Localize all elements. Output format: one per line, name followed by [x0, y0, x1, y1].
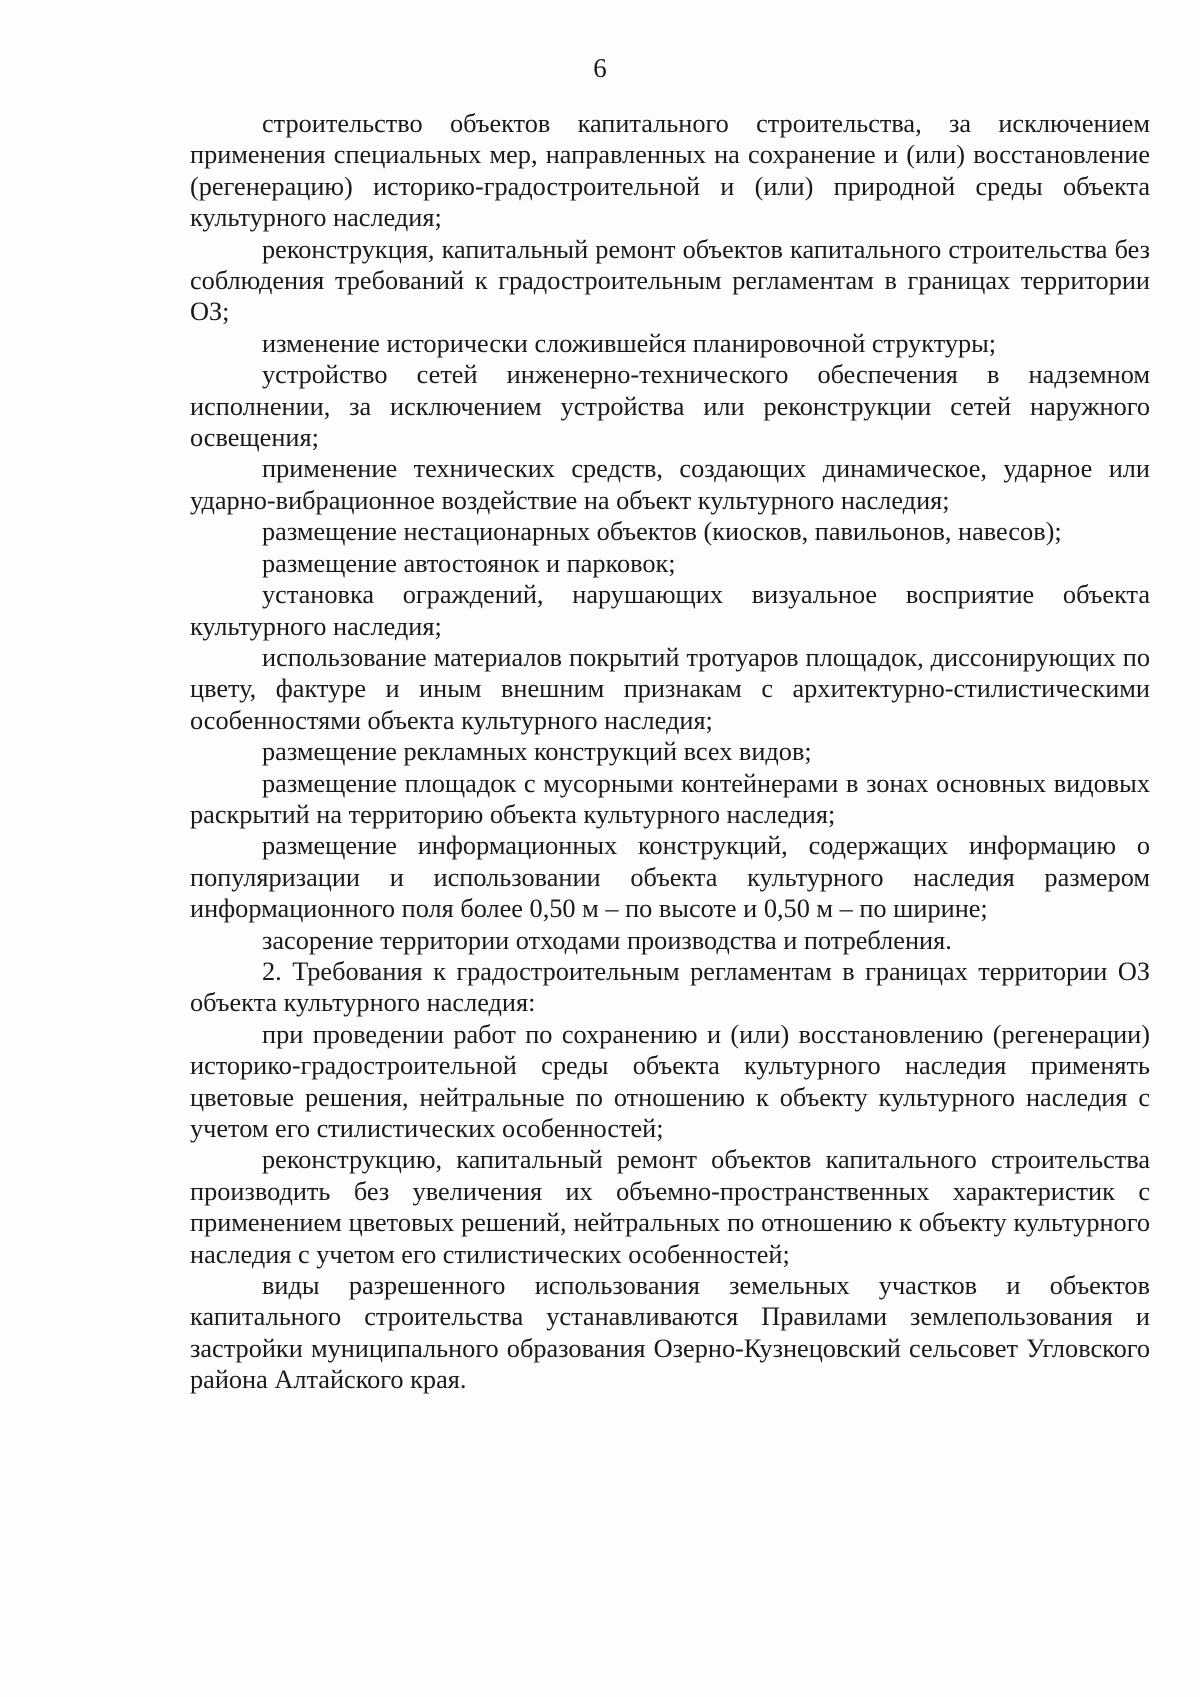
- paragraph: использование материалов покрытий тротуаров площадок, диссонирующих по цвету, фактуре и иным внешним признакам с архитектурно-стилистическими особенностями объекта культурного наследия;: [190, 642, 1150, 735]
- page-number: 6: [593, 53, 607, 83]
- paragraph: реконструкцию, капитальный ремонт объектов капитального строительства производить без увеличения их объемно-пространственных характеристик с применением цветовых решений, нейтральных по отношению к объекту культурного наследия с учетом его стилистических особенностей;: [190, 1145, 1150, 1269]
- paragraph: устройство сетей инженерно-технического обеспечения в надземном исполнении, за исключением устройства или реконструкции сетей наружного освещения;: [190, 360, 1150, 453]
- paragraph: строительство объектов капитального строительства, за исключением применения специальных мер, направленных на сохранение и (или) восстановление (регенерацию) историко-градостроительной и (или) природной среды объекта культурного наследия;: [190, 109, 1150, 233]
- paragraph: размещение информационных конструкций, содержащих информацию о популяризации и использовании объекта культурного наследия размером информационного поля более 0,50 м – по высоте и 0,50 м – по ширине;: [190, 831, 1150, 924]
- section-heading-paragraph: 2. Требования к градостроительным регламентам в границах территории ОЗ объекта культурного наследия:: [190, 956, 1150, 1018]
- paragraph: размещение рекламных конструкций всех видов;: [262, 737, 812, 767]
- document-body: [190, 108, 1150, 1396]
- paragraph: виды разрешенного использования земельных участков и объектов капитального строительства устанавливаются Правилами землепользования и застройки муниципального образования Озерно-Кузнецовский сельсовет Угловского района Алтайского края.: [190, 1271, 1150, 1395]
- paragraph: применение технических средств, создающих динамическое, ударное или ударно-вибрационное воздействие на объект культурного наследия;: [190, 454, 1150, 515]
- paragraph: размещение нестационарных объектов (киосков, павильонов, навесов);: [262, 517, 1062, 547]
- paragraph: изменение исторически сложившейся планировочной структуры;: [262, 328, 997, 358]
- paragraph: размещение автостоянок и парковок;: [262, 548, 676, 578]
- paragraph: при проведении работ по сохранению и (или) восстановлению (регенерации) историко-градостроительной среды объекта культурного наследия применять цветовые решения, нейтральные по отношению к объекту культурного наследия с учетом его стилистических особенностей;: [190, 1019, 1150, 1143]
- paragraph: засорение территории отходами производства и потребления.: [262, 925, 952, 955]
- paragraph: реконструкция, капитальный ремонт объектов капитального строительства без соблюдения требований к градостроительным регламентам в границах территории ОЗ;: [190, 234, 1150, 327]
- paragraph: установка ограждений, нарушающих визуальное восприятие объекта культурного наследия;: [190, 580, 1150, 641]
- paragraph: размещение площадок с мусорными контейнерами в зонах основных видовых раскрытий на территорию объекта культурного наследия;: [190, 768, 1150, 829]
